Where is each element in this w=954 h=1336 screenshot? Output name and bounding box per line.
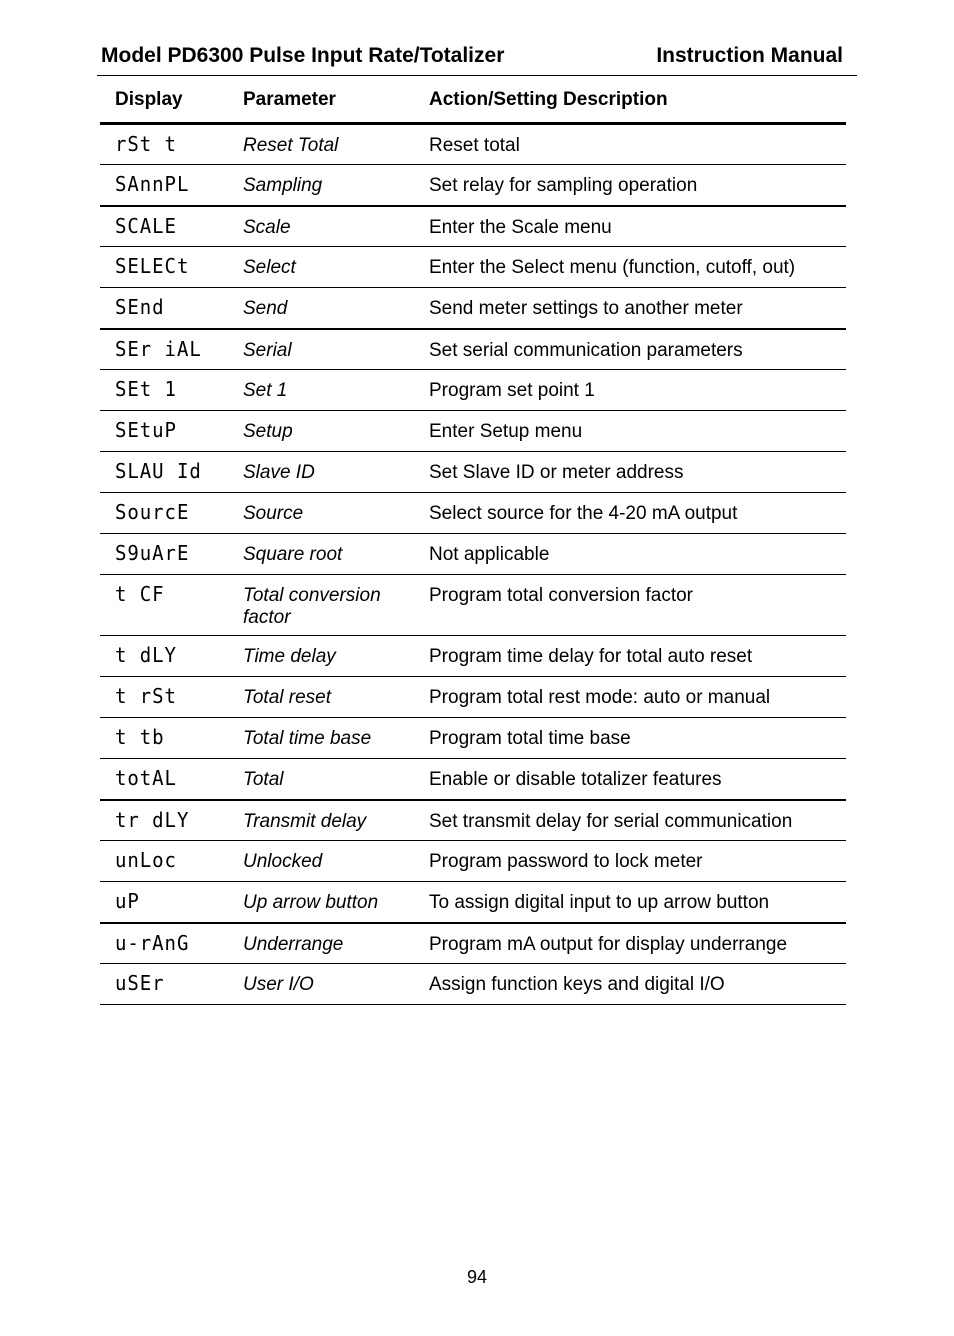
table-row [100, 841, 846, 882]
display-cell [100, 493, 243, 534]
parameter-cell: Square root [243, 534, 429, 575]
display-cell [100, 247, 243, 288]
description-cell: Program mA output for display underrange [429, 923, 846, 964]
parameter-cell: Time delay [243, 636, 429, 677]
table-row [100, 370, 846, 411]
table-row [100, 677, 846, 718]
display-cell [100, 165, 243, 206]
parameter-cell: Total conversion factor [243, 575, 429, 636]
table-row [100, 493, 846, 534]
table-row [100, 882, 846, 923]
display-cell [100, 206, 243, 247]
parameter-cell: Source [243, 493, 429, 534]
parameter-cell: Up arrow button [243, 882, 429, 923]
display-cell [100, 452, 243, 493]
lcd-display-text: S9uArE [115, 541, 190, 565]
parameter-cell: Slave ID [243, 452, 429, 493]
manual-label: Instruction Manual [656, 44, 843, 67]
description-cell: Enable or disable totalizer features [429, 759, 846, 800]
lcd-display-text: unLoc [115, 848, 177, 872]
page-header [101, 44, 843, 74]
lcd-display-text: t tb [115, 725, 165, 749]
display-cell [100, 882, 243, 923]
table-header-row [100, 78, 846, 124]
display-cell [100, 575, 243, 636]
description-cell: Program password to lock meter [429, 841, 846, 882]
lcd-display-text: SAnnPL [115, 172, 190, 196]
lcd-display-text: u-rAnG [115, 930, 190, 955]
table-row [100, 247, 846, 288]
description-cell: Enter the Scale menu [429, 206, 846, 247]
lcd-display-text: t CF [115, 582, 165, 606]
parameter-cell: Total reset [243, 677, 429, 718]
table-body [100, 124, 846, 1005]
display-cell [100, 370, 243, 411]
lcd-display-text: SEnd [115, 295, 165, 319]
parameter-cell: User I/O [243, 964, 429, 1005]
description-cell: Enter Setup menu [429, 411, 846, 452]
description-cell: Set serial communication parameters [429, 329, 846, 370]
lcd-display-text: rSt t [115, 132, 177, 156]
display-cell [100, 411, 243, 452]
parameter-cell: Setup [243, 411, 429, 452]
description-cell: Send meter settings to another meter [429, 288, 846, 329]
lcd-display-text: tr dLY [115, 807, 190, 832]
table-row [100, 329, 846, 370]
description-cell: Enter the Select menu (function, cutoff, out) [429, 247, 846, 288]
description-cell: Select source for the 4-20 mA output [429, 493, 846, 534]
description-cell: Program set point 1 [429, 370, 846, 411]
display-cell [100, 759, 243, 800]
parameter-cell: Unlocked [243, 841, 429, 882]
table-row [100, 411, 846, 452]
table-row [100, 206, 846, 247]
parameter-cell: Send [243, 288, 429, 329]
lcd-display-text: uP [115, 889, 140, 913]
table-row [100, 124, 846, 165]
parameter-cell: Set 1 [243, 370, 429, 411]
parameter-cell: Total time base [243, 718, 429, 759]
column-header-description: Action/Setting Description [429, 78, 846, 124]
parameter-table [100, 78, 846, 1005]
display-cell [100, 534, 243, 575]
lcd-display-text: totAL [115, 766, 177, 790]
display-cell [100, 964, 243, 1005]
document-title: Model PD6300 Pulse Input Rate/Totalizer [101, 44, 505, 67]
description-cell: Set transmit delay for serial communication [429, 800, 846, 841]
table-row [100, 800, 846, 841]
table-row [100, 718, 846, 759]
page-number: 94 [466, 1267, 488, 1287]
display-cell [100, 329, 243, 370]
description-cell: Program total time base [429, 718, 846, 759]
table-row [100, 964, 846, 1005]
description-cell: To assign digital input to up arrow button [429, 882, 846, 923]
description-cell: Program time delay for total auto reset [429, 636, 846, 677]
parameter-cell: Scale [243, 206, 429, 247]
lcd-display-text: SourcE [115, 500, 190, 524]
table-row [100, 534, 846, 575]
table-row [100, 288, 846, 329]
table-row [100, 636, 846, 677]
parameter-cell: Underrange [243, 923, 429, 964]
description-cell: Assign function keys and digital I/O [429, 964, 846, 1005]
parameter-cell: Serial [243, 329, 429, 370]
lcd-display-text: SCALE [115, 213, 177, 238]
lcd-display-text: SEtuP [115, 418, 177, 442]
display-cell [100, 636, 243, 677]
lcd-display-text: SEt 1 [115, 377, 177, 401]
table-row [100, 575, 846, 636]
table-row [100, 923, 846, 964]
parameter-cell: Transmit delay [243, 800, 429, 841]
description-cell: Set relay for sampling operation [429, 165, 846, 206]
table-row [100, 452, 846, 493]
lcd-display-text: SEr iAL [115, 336, 202, 361]
parameter-cell: Total [243, 759, 429, 800]
lcd-display-text: uSEr [115, 971, 165, 995]
display-cell [100, 800, 243, 841]
lcd-display-text: t rSt [115, 684, 177, 708]
table-row [100, 759, 846, 800]
display-cell [100, 677, 243, 718]
column-header-display: Display [100, 78, 243, 124]
description-cell: Not applicable [429, 534, 846, 575]
column-header-parameter: Parameter [243, 78, 429, 124]
parameter-cell: Select [243, 247, 429, 288]
display-cell [100, 288, 243, 329]
header-rule [97, 75, 857, 76]
lcd-display-text: SLAU Id [115, 459, 202, 483]
description-cell: Program total rest mode: auto or manual [429, 677, 846, 718]
parameter-cell: Reset Total [243, 124, 429, 165]
display-cell [100, 124, 243, 165]
display-cell [100, 718, 243, 759]
parameter-cell: Sampling [243, 165, 429, 206]
description-cell: Program total conversion factor [429, 575, 846, 636]
lcd-display-text: SELECt [115, 254, 190, 278]
lcd-display-text: t dLY [115, 643, 177, 667]
display-cell [100, 841, 243, 882]
description-cell: Set Slave ID or meter address [429, 452, 846, 493]
display-cell [100, 923, 243, 964]
table-row [100, 165, 846, 206]
description-cell: Reset total [429, 124, 846, 165]
